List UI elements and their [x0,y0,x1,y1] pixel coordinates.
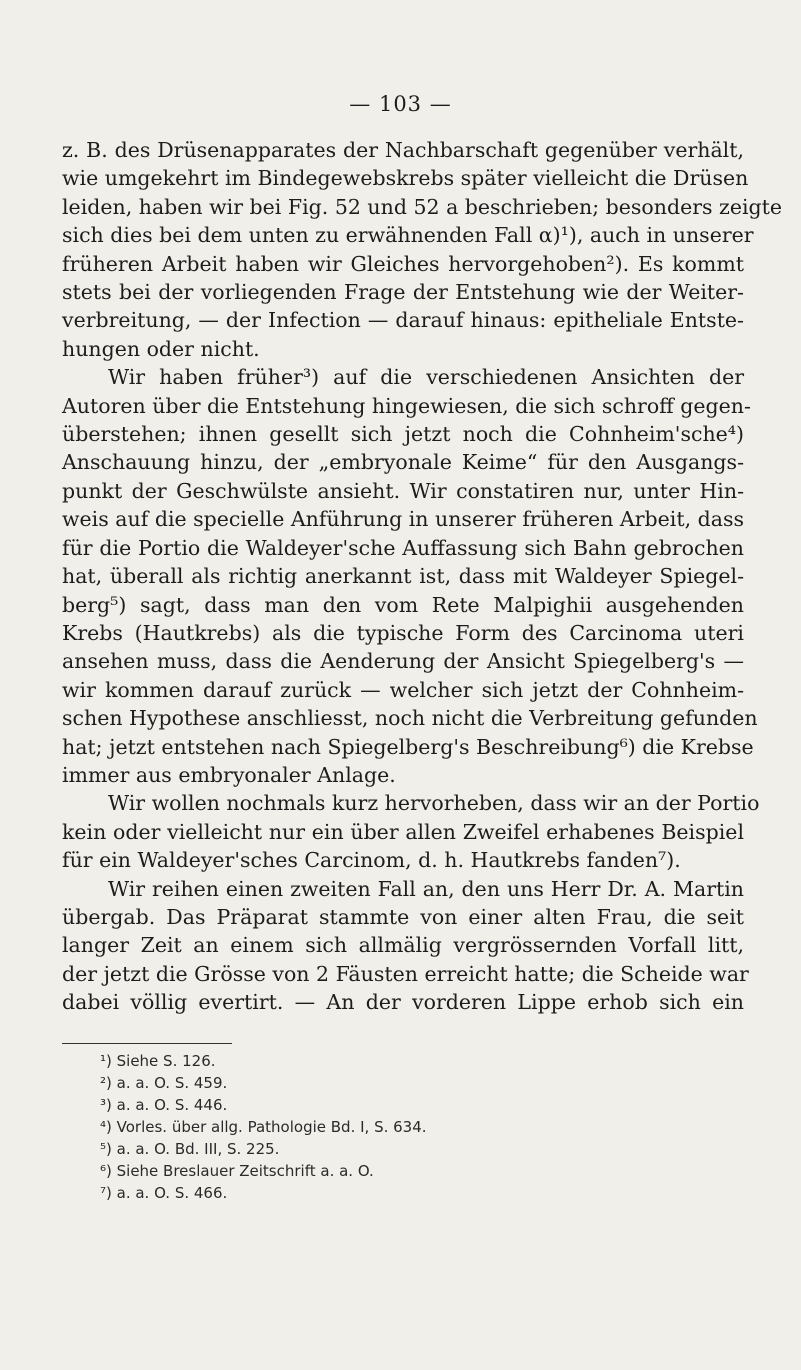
text-line: Wir wollen nochmals kurz hervorheben, dass wir an der Portio [108,791,760,816]
text-line: Autoren über die Entstehung hingewiesen, die sich schroff gegen- [62,393,751,418]
text-line: kein oder vielleicht nur ein über allen Zweifel erhabenes Beispiel [62,819,744,844]
footnote: ³) a. a. O. S. 446. [100,1096,228,1114]
text-line: z. B. des Drüsenapparates der Nachbarschaft gegenüber verhält, [62,138,744,162]
text-line: ansehen muss, dass die Aenderung der Ansicht Spiegelberg's — [62,649,744,674]
text-line: hat; jetzt entstehen nach Spiegelberg's Beschreibung⁶) die Krebse [62,734,754,759]
text-line: für die Portio die Waldeyer'sche Auffassung sich Bahn gebrochen [62,535,744,560]
footnote: ²) a. a. O. S. 459. [100,1074,228,1092]
text-line: immer aus embryonaler Anlage. [62,762,396,787]
text-line: langer Zeit an einem sich allmälig vergrössernden Vorfall litt, [62,933,744,958]
footnotes [100,1050,700,1204]
text-line: hungen oder nicht. [62,336,260,361]
page-number: — 103 — [349,92,452,116]
text-line: wir kommen darauf zurück — welcher sich jetzt der Cohnheim- [62,677,744,702]
text-line: früheren Arbeit haben wir Gleiches hervorgehoben²). Es kommt [62,251,744,276]
text-line: leiden, haben wir bei Fig. 52 und 52 a beschrieben; besonders zeigte [62,194,783,219]
text-line: verbreitung, — der Infection — darauf hinaus: epitheliale Entste- [62,308,744,333]
footnote: ⁵) a. a. O. Bd. III, S. 225. [100,1140,280,1158]
text-line: überstehen; ihnen gesellt sich jetzt noch die Cohnheim'sche⁴) [62,422,744,447]
paragraph [62,789,760,874]
text-line: dabei völlig evertirt. — An der vorderen Lippe erhob sich ein [62,990,744,1015]
text-line: für ein Waldeyer'sches Carcinom, d. h. Hautkrebs fanden⁷). [62,848,681,873]
paragraph [62,875,749,1017]
text-line: schen Hypothese anschliesst, noch nicht die Verbreitung gefunden [62,706,758,731]
text-line: punkt der Geschwülste ansieht. Wir constatiren nur, unter Hin- [62,478,744,503]
footnote: ⁴) Vorles. über allg. Pathologie Bd. I, S. 634. [100,1118,427,1136]
text-line: wie umgekehrt im Bindegewebskrebs später vielleicht die Drüsen [62,166,749,191]
text-line: hat, überall als richtig anerkannt ist, dass mit Waldeyer Spiegel- [62,564,744,589]
text-line: stets bei der vorliegenden Frage der Entstehung wie der Weiter- [62,280,744,305]
footnote-divider [62,1043,232,1044]
text-line: weis auf die specielle Anführung in unserer früheren Arbeit, dass [62,507,744,532]
footnote: ⁶) Siehe Breslauer Zeitschrift a. a. O. [100,1162,374,1180]
body-text [62,136,783,1017]
text-line: Krebs (Hautkrebs) als die typische Form des Carcinoma uteri [62,620,744,645]
paragraph [62,136,783,363]
footnote: ⁷) a. a. O. S. 466. [100,1184,228,1202]
text-line: Anschauung hinzu, der „embryonale Keime“ für den Ausgangs- [62,450,744,475]
text-line: übergab. Das Präparat stammte von einer alten Frau, die seit [62,904,744,929]
text-line: berg⁵) sagt, dass man den vom Rete Malpighii ausgehenden [62,592,744,617]
text-line: sich dies bei dem unten zu erwähnenden Fall α)¹), auch in unserer [62,223,754,248]
footnote: ¹) Siehe S. 126. [100,1052,216,1070]
paragraph [62,363,758,789]
text-line: Wir haben früher³) auf die verschiedenen Ansichten der [108,365,744,390]
text-line: der jetzt die Grösse von 2 Fäusten erreicht hatte; die Scheide war [62,961,749,986]
text-line: Wir reihen einen zweiten Fall an, den uns Herr Dr. A. Martin [108,876,744,901]
